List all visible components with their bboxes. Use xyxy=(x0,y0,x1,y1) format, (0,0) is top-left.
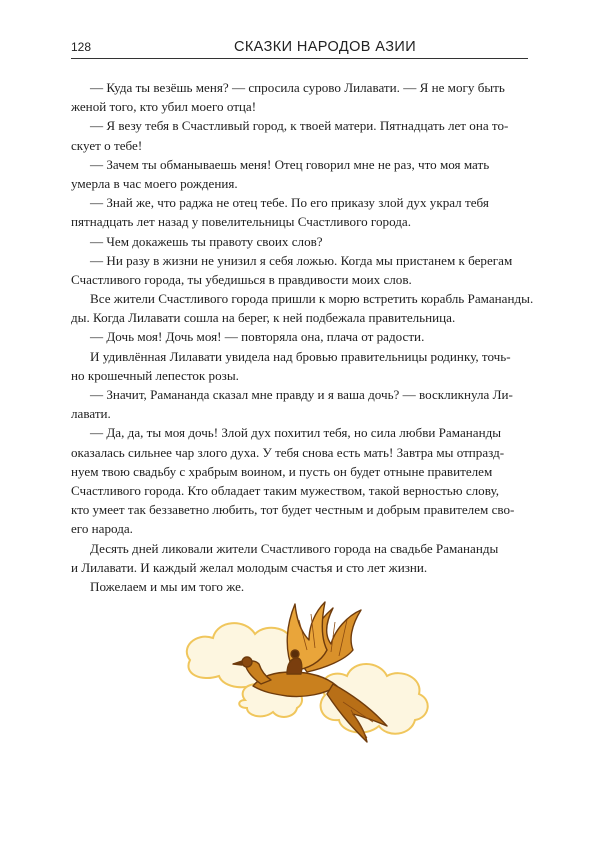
text-line: — Куда ты везёшь меня? — спросила сурово Лилавати. — Я не могу быть xyxy=(90,80,505,95)
text-line: Все жители Счастливого города пришли к морю встретить корабль Рамананды. xyxy=(90,291,534,307)
text-line: Счастливого города, ты убедишься в правдивости моих слов. xyxy=(71,271,412,287)
text-line: но крошечный лепесток розы. xyxy=(71,367,239,383)
running-title: СКАЗКИ НАРОДОВ АЗИИ xyxy=(233,39,417,55)
text-line: скует о тебе! xyxy=(71,137,143,153)
text-line: — Чем докажешь ты правоту своих слов? xyxy=(90,233,323,249)
text-line: — Зачем ты обманываешь меня! Отец говорил мне не раз, что моя мать xyxy=(90,156,490,172)
text-line: кто умеет так беззаветно любить, тот будет честным и добрым правителем сво- xyxy=(71,502,515,518)
text-line: Пожелаем и мы им того же. xyxy=(90,578,245,594)
text-line: Счастливого города. Кто обладает таким мужеством, такой верностью слову, xyxy=(71,482,499,498)
text-line: оказалась сильнее чар злого духа. У тебя снова есть мать! Завтра мы отпразд- xyxy=(71,444,505,460)
text-line: — Знай же, что раджа не отец тебе. По его приказу злой дух украл тебя xyxy=(90,195,489,211)
text-line: — Я везу тебя в Счастливый город, к твоей матери. Пятнадцать лет она то- xyxy=(90,118,509,134)
page-header xyxy=(71,40,528,58)
page-number: 128 xyxy=(71,40,92,54)
text-line: — Ни разу в жизни не унизил я себя ложью. Когда мы пристанем к берегам xyxy=(90,252,513,268)
text-line: пятнадцать лет назад у повелительницы Счастливого города. xyxy=(71,214,411,230)
text-line: и Лилавати. И каждый желал молодым счастья и сто лет жизни. xyxy=(71,559,428,575)
text-line: — Дочь моя! Дочь моя! — повторяла она, плача от радости. xyxy=(90,329,425,345)
text-line: — Да, да, ты моя дочь! Злой дух похитил тебя, но сила любви Рамананды xyxy=(90,425,502,441)
text-line: — Значит, Рамананда сказал мне правду и я ваша дочь? — воскликнула Ли- xyxy=(90,387,513,402)
text-line: лавати. xyxy=(71,406,111,422)
text-line: женой того, кто убил моего отца! xyxy=(71,99,257,115)
text-line: нуем твою свадьбу с храбрым воином, и пусть он будет отныне правителем xyxy=(71,463,493,479)
story-text xyxy=(71,78,534,596)
text-line: его народа. xyxy=(71,521,133,537)
header-rule xyxy=(71,58,528,59)
text-line: умерла в час моего рождения. xyxy=(71,175,238,191)
text-line: ды. Когда Лилавати сошла на берег, к ней подбежала правительница. xyxy=(71,310,456,326)
bird-illustration-icon xyxy=(175,590,450,765)
text-line: И удивлённая Лилавати увидела над бровью правительницы родинку, точь- xyxy=(90,348,511,364)
text-line: Десять дней ликовали жители Счастливого города на свадьбе Рамананды xyxy=(90,540,499,556)
